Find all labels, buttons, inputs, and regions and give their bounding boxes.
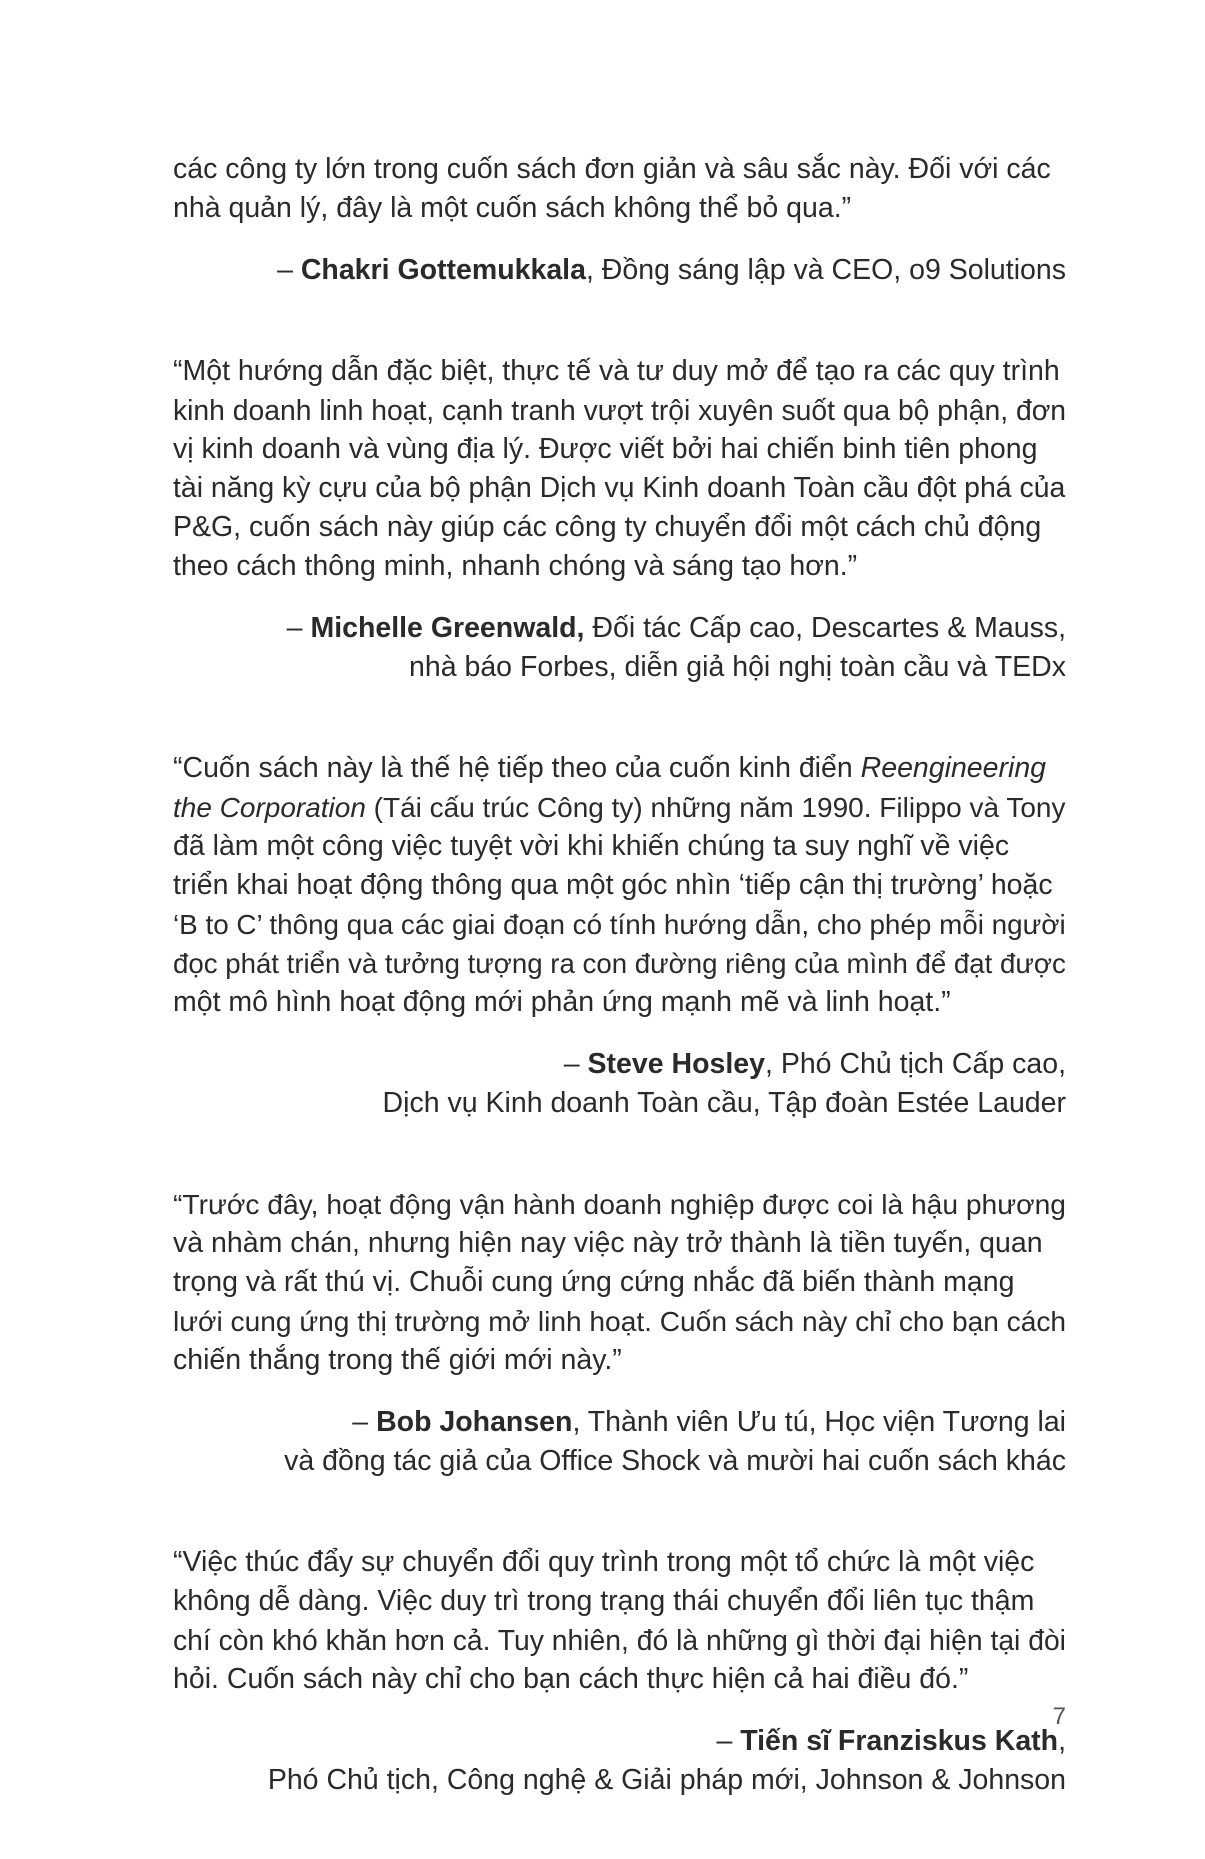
author-name: Tiến sĩ Franziskus Kath (740, 1725, 1059, 1757)
quote-line: “Trước đây, hoạt động vận hành doanh nghiệp được coi là hậu phương (173, 1188, 1066, 1220)
quote-line: “Một hướng dẫn đặc biệt, thực tế và tư duy mở để tạo ra các quy trình (173, 355, 1060, 387)
quote-line: nhà quản lý, đây là một cuốn sách không thể bỏ qua.” (173, 192, 852, 224)
book-title: Reengineering (860, 752, 1047, 784)
quote-line: và nhàm chán, nhưng hiện nay việc này trở thành là tiền tuyến, quan (173, 1227, 1043, 1259)
quote-line: P&G, cuốn sách này giúp các công ty chuyển đổi một cách chủ động (173, 511, 1042, 543)
book-page (173, 150, 1066, 1800)
attribution-1: – Chakri Gottemukkala, Đồng sáng lập và CEO, o9 Solutions (277, 254, 1066, 286)
quote-line: đọc phát triển và tưởng tượng ra con đường riêng của mình để đạt được (173, 948, 1066, 979)
quote-2 (173, 352, 1066, 586)
quote-line: vị kinh doanh và vùng địa lý. Được viết bởi hai chiến binh tiên phong (173, 433, 1038, 465)
quote-line: theo cách thông minh, nhanh chóng và sáng tạo hơn.” (173, 550, 858, 582)
attribution-5: – Tiến sĩ Franziskus Kath, Phó Chủ tịch, Công nghệ & Giải pháp mới, Johnson & Johnson (267, 1725, 1066, 1796)
quote-1 (173, 150, 1066, 228)
quote-line: chí còn khó khăn hơn cả. Tuy nhiên, đó là những gì thời đại hiện tại đòi (173, 1624, 1066, 1656)
quote-line: “Việc thúc đẩy sự chuyển đổi quy trình trong một tổ chức là một việc (173, 1546, 1035, 1578)
quote-line: một mô hình hoạt động mới phản ứng mạnh mẽ và linh hoạt.” (173, 986, 951, 1018)
page-number: 7 (1052, 1703, 1066, 1730)
quote-line: tài năng kỳ cựu của bộ phận Dịch vụ Kinh doanh Toàn cầu đột phá của (173, 472, 1066, 504)
quote-line: chiến thắng trong thế giới mới này.” (173, 1344, 622, 1376)
quote-5 (173, 1543, 1066, 1699)
quote-3: “Cuốn sách này là thế hệ tiếp theo của cuốn kinh điển Reengineering the Corporation (Tái cấu trúc Công ty) những năm 1990. Filippo và Tony đã làm một công việc tuyệt vời khi khiến chúng ta suy nghĩ về việc triển khai hoạt động thông qua một góc nhìn ‘tiếp cận thị trường’ hoặc ‘B to C’ thông qua các giai đoạn có tính hướng dẫn, cho phép mỗi người đọc phát triển và tưởng tượng ra con đường riêng của mình để đạt được một mô hình hoạt động mới phản ứng mạnh mẽ và linh hoạt.” (173, 749, 1066, 1022)
quote-line: ‘B to C’ thông qua các giai đoạn có tính hướng dẫn, cho phép mỗi người (173, 909, 1066, 940)
quote-line: kinh doanh linh hoạt, cạnh tranh vượt trội xuyên suốt qua bộ phận, đơn (173, 394, 1066, 426)
attribution-4: – Bob Johansen, Thành viên Ưu tú, Học viện Tương lai và đồng tác giả của Office Shock và mười hai cuốn sách khác (284, 1406, 1066, 1477)
author-name: Bob Johansen (376, 1406, 573, 1438)
attribution-2: – Michelle Greenwald, Đối tác Cấp cao, Descartes & Mauss, nhà báo Forbes, diễn giả hội nghị toàn cầu và TEDx (286, 612, 1066, 683)
quote-line: lưới cung ứng thị trường mở linh hoạt. Cuốn sách này chỉ cho bạn cách (173, 1306, 1067, 1337)
quote-line: các công ty lớn trong cuốn sách đơn giản và sâu sắc này. Đối với các (173, 153, 1051, 185)
author-name: Steve Hosley (587, 1048, 765, 1080)
quote-line: trọng và rất thú vị. Chuỗi cung ứng cứng nhắc đã biến thành mạng (173, 1266, 1015, 1298)
author-name: Michelle Greenwald, (310, 612, 585, 644)
quote-line: đã làm một công việc tuyệt vời khi khiến chúng ta suy nghĩ về việc (173, 830, 1010, 862)
quote-line: không dễ dàng. Việc duy trì trong trạng thái chuyển đổi liên tục thậm (173, 1585, 1035, 1617)
quote-line: hỏi. Cuốn sách này chỉ cho bạn cách thực hiện cả hai điều đó.” (173, 1663, 969, 1695)
quote-4 (173, 1185, 1066, 1380)
quote-line: triển khai hoạt động thông qua một góc nhìn ‘tiếp cận thị trường’ hoặc (173, 869, 1053, 901)
attribution-3: – Steve Hosley, Phó Chủ tịch Cấp cao, Dịch vụ Kinh doanh Toàn cầu, Tập đoàn Estée Lauder (382, 1048, 1066, 1119)
author-name: Chakri Gottemukkala (300, 254, 586, 286)
book-title: the Corporation (173, 792, 366, 823)
